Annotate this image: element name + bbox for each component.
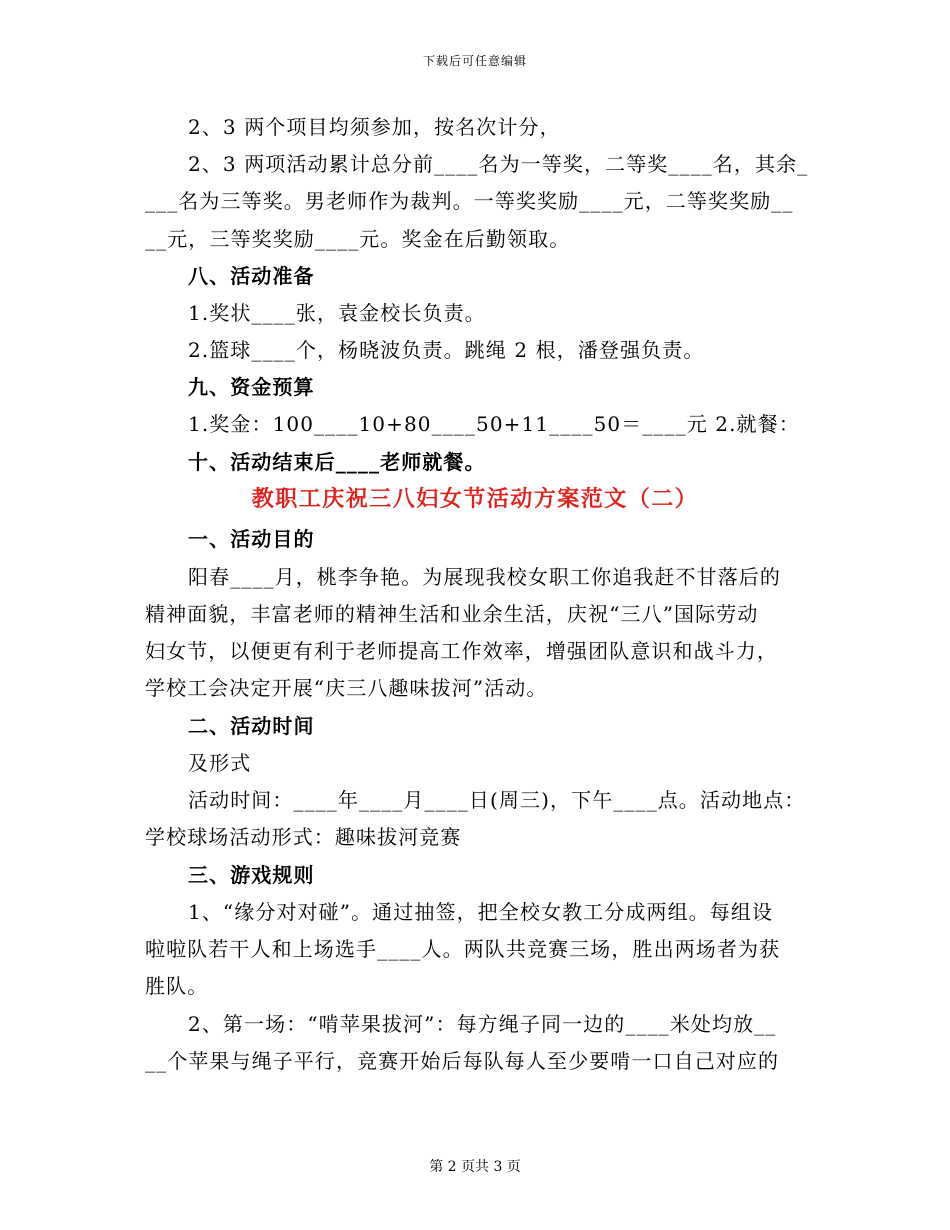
paragraph-line: __元，三等奖奖励____元。奖金在后勤领取。 [145,227,571,251]
paragraph-line: 阳春____月，桃李争艳。为展现我校女职工你追我赶不甘落后的 [188,565,781,589]
paragraph-line: 2、3 两项活动累计总分前____名为一等奖，二等奖____名，其余_ [188,152,809,176]
page-footer: 第 2 页共 3 页 [429,1159,521,1175]
paragraph-line: 2.篮球____个，杨晓波负责。跳绳 2 根，潘登强负责。 [188,338,705,362]
paragraph-line: 2、第一场：“啃苹果拔河”：每方绳子同一边的____米处均放__ [188,1012,777,1036]
document-title: 教职工庆祝三八妇女节活动方案范文（二） [251,486,699,512]
paragraph-line: __个苹果与绳子平行，竞赛开始后每队每人至少要啃一口自己对应的 [145,1049,780,1073]
paragraph-line: 啦啦队若干人和上场选手____人。两队共竞赛三场，胜出两场者为获 [145,937,781,961]
paragraph-line: 及形式 [188,751,252,775]
section-heading: 九、资金预算 [188,375,315,399]
section-heading: 三、游戏规则 [188,863,315,887]
section-heading: 二、活动时间 [188,714,315,738]
page-header: 下载后可任意编辑 [422,54,527,68]
section-heading: 一、活动目的 [188,527,315,551]
section-heading: 八、活动准备 [188,264,315,288]
paragraph-line: 活动时间：____年____月____日(周三)，下午____点。活动地点： [188,788,806,812]
paragraph-line: 学校球场活动形式：趣味拔河竞赛 [145,825,462,849]
paragraph-line: 1.奖状____张，袁金校长负责。 [188,301,486,325]
paragraph-line: 1.奖金：100____10+80____50+11____50＝____元 2.就餐： [188,412,800,436]
paragraph-line: 胜队。 [145,974,209,998]
paragraph-line: 1、“缘分对对碰”。通过抽签，把全校女教工分成两组。每组设 [188,900,774,924]
paragraph-line: ___名为三等奖。男老师作为裁判。一等奖奖励____元，二等奖奖励__ [145,189,794,213]
paragraph-line: 2、3 两个项目均须参加，按名次计分， [188,115,561,139]
paragraph-line: 学校工会决定开展“庆三八趣味拔河”活动。 [145,676,548,700]
paragraph-line: 精神面貌，丰富老师的精神生活和业余生活，庆祝“三八”国际劳动 [145,602,759,626]
paragraph-line: 妇女节，以便更有利于老师提高工作效率，增强团队意识和战斗力， [145,639,778,663]
section-heading: 十、活动结束后____老师就餐。 [188,450,486,474]
